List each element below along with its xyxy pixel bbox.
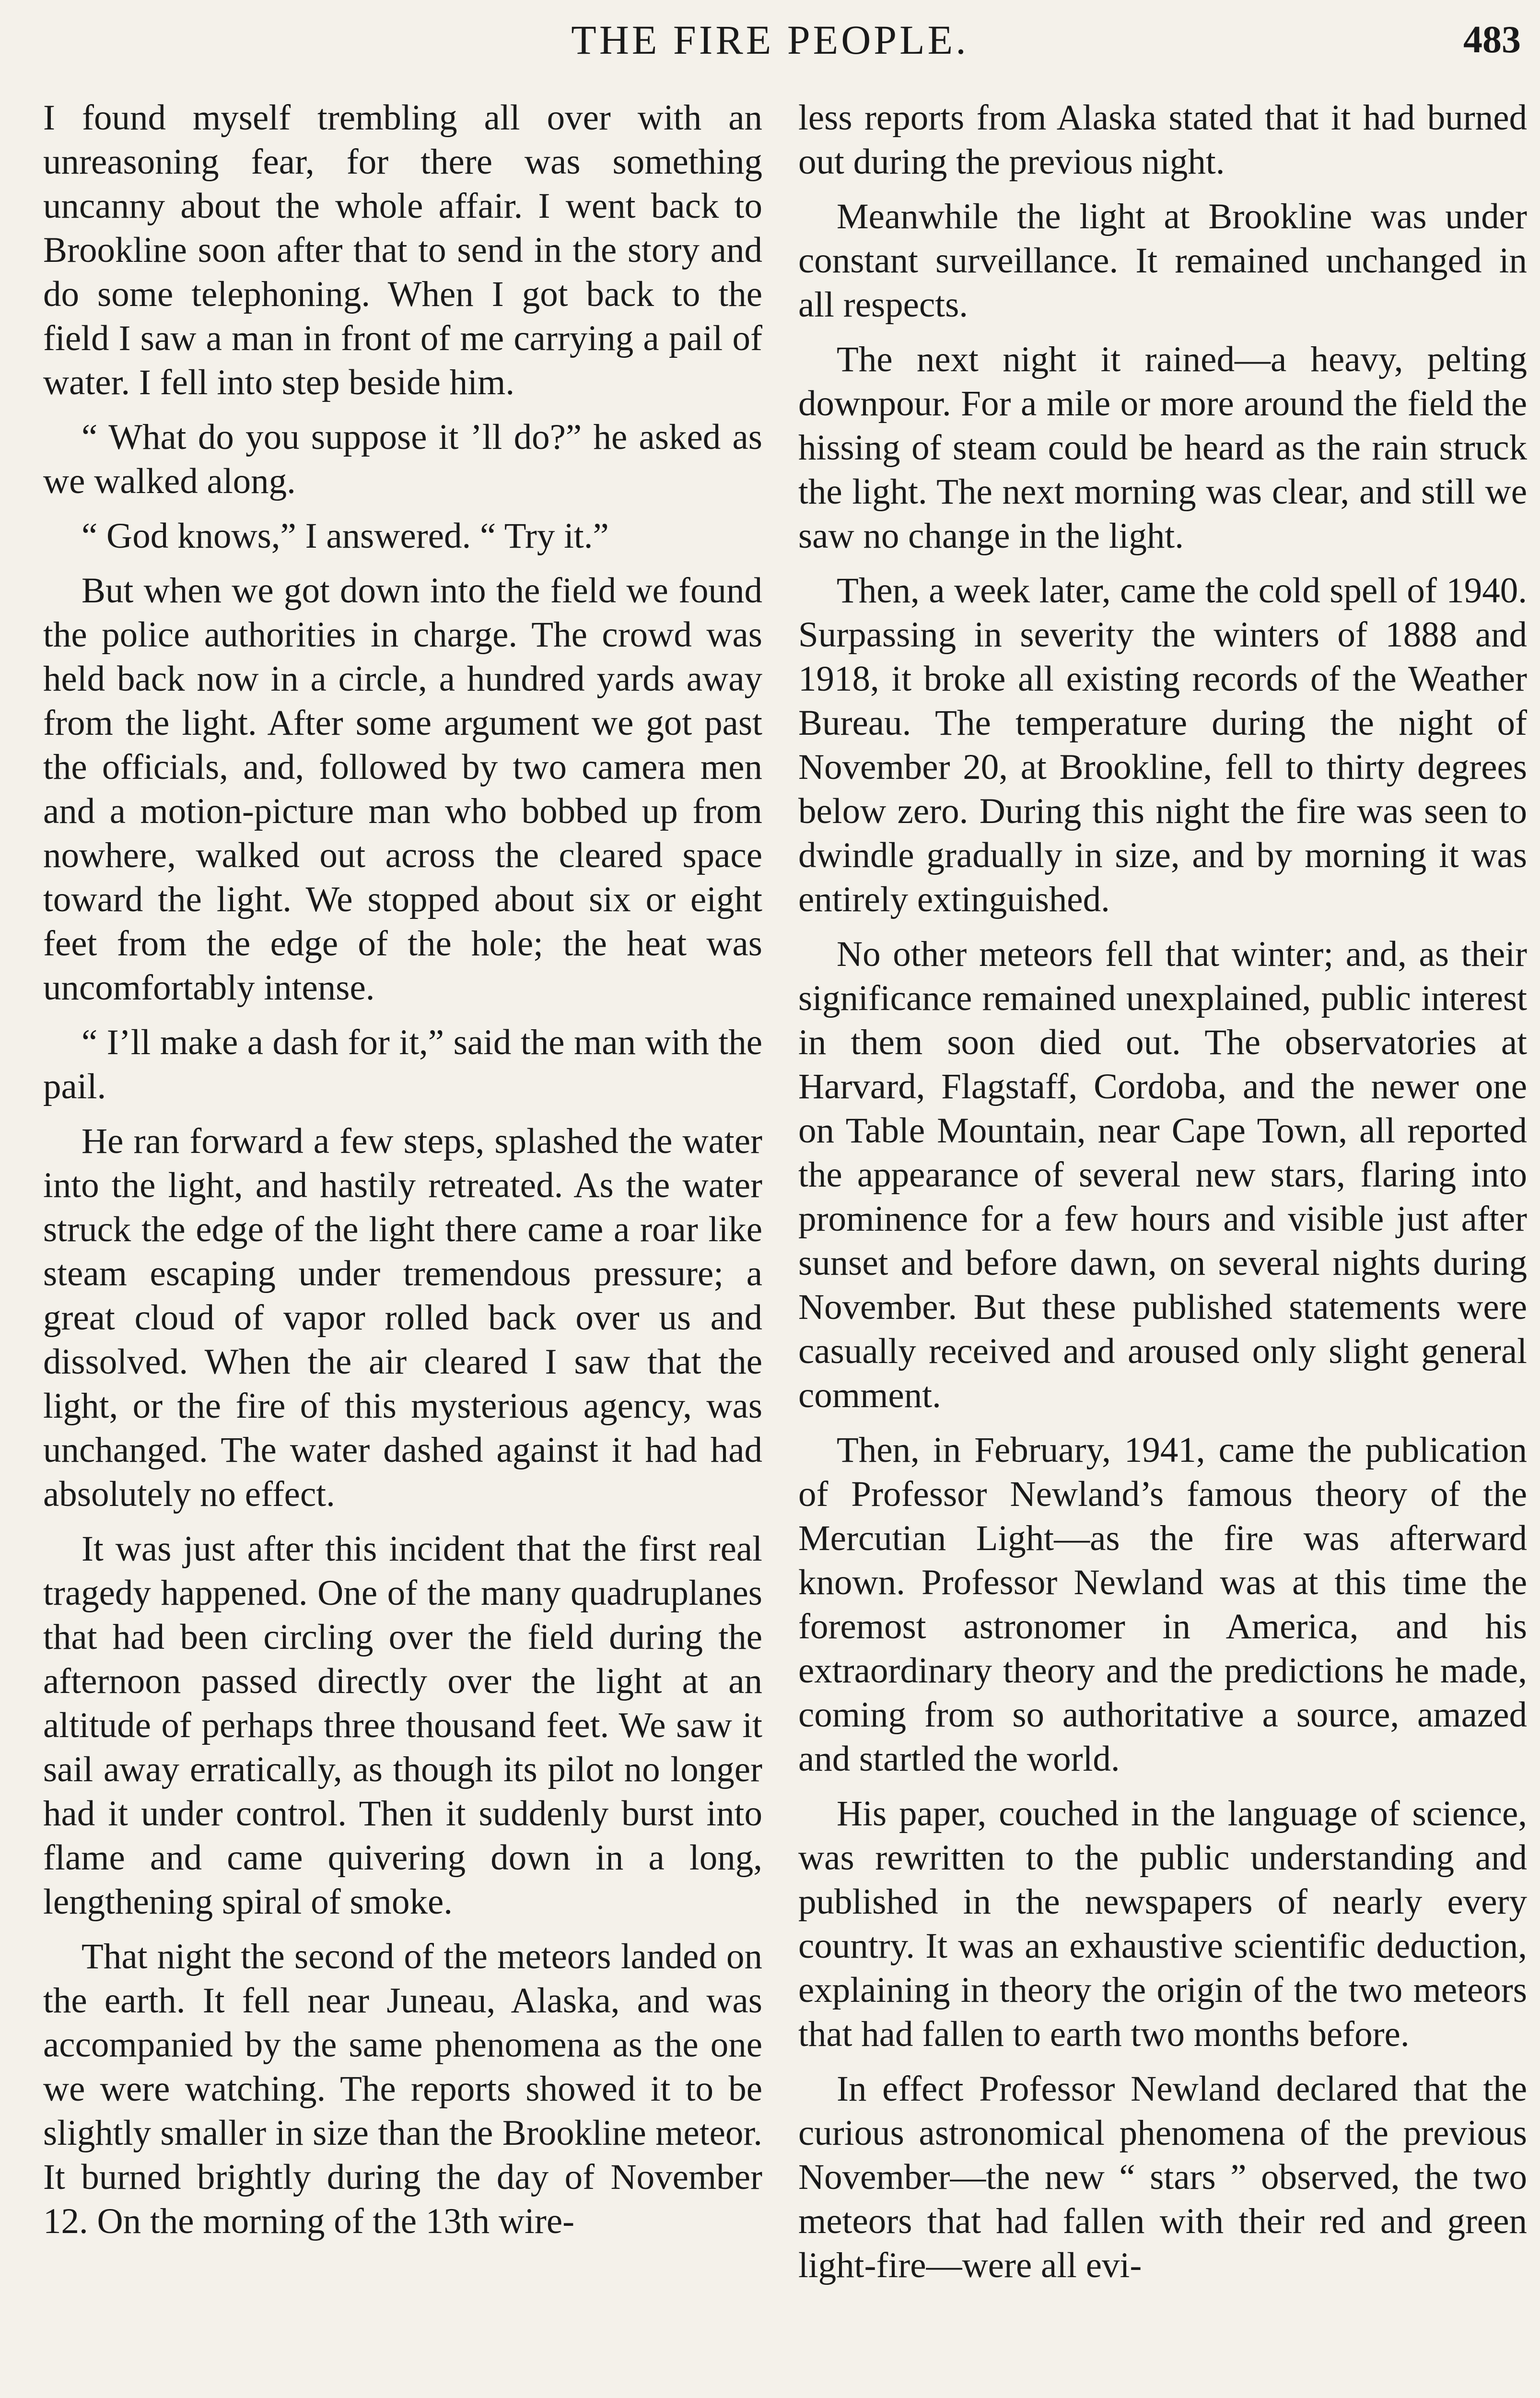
paragraph: Then, in February, 1941, came the publication of Professor Newland’s famous theory of the Mercutian Light—as the fire was afterward known. Professor Newland was at this time the foremost astronomer in America, and his extraordinary theory and the predictions he made, coming from so authoritative a source, amazed and startled the world. — [798, 1430, 1527, 1779]
paragraph: It was just after this incident that the first real tragedy happened. One of the many quadruplanes that had been circling over the field during the afternoon passed directly over the light at an altitude of perhaps three thousand feet. We saw it sail away erratically, as though its pilot no longer had it under control. Then it suddenly burst into flame and came quivering down in a long, lengthening spiral of smoke. — [43, 1529, 762, 1922]
paragraph: But when we got down into the field we found the police authorities in charge. The crowd was held back now in a circle, a hundred yards away from the light. After some argument we got past the officials, and, followed by two camera men and a motion-picture man who bobbed up from nowhere, walked out across the cleared space toward the light. We stopped about six or eight feet from the edge of the hole; the heat was uncomfortably intense. — [43, 571, 762, 1008]
page-number: 483 — [1463, 19, 1521, 61]
paragraph: The next night it rained—a heavy, pelting downpour. For a mile or more around the field the hissing of steam could be heard as the rain struck the light. The next morning was clear, and still we saw no change in the light. — [798, 340, 1527, 556]
paragraph: “ God knows,” I answered. “ Try it.” — [82, 516, 609, 556]
right-column — [798, 96, 1527, 2298]
paragraph: No other meteors fell that winter; and, as their significance remained unexplained, public interest in them soon died out. The observatories at Harvard, Flagstaff, Cordoba, and the newer one on Table Mountain, near Cape Town, all reported the appearance of several new stars, flaring into prominence for a few hours and visible just after sunset and before dawn, on several nights during November. But these published statements were casually received and aroused only slight general comment. — [798, 934, 1527, 1415]
paragraph: That night the second of the meteors landed on the earth. It fell near Juneau, Alaska, and was accompanied by the same phenomena as the one we were watching. The reports showed it to be slightly smaller in size than the Brookline meteor. It burned brightly during the day of November 12. On the morning of the 13th wire- — [43, 1937, 762, 2241]
paragraph: Then, a week later, came the cold spell of 1940. Surpassing in severity the winters of 1888 and 1918, it broke all existing records of the Weather Bureau. The temperature during the night of November 20, at Brookline, fell to thirty degrees below zero. During this night the fire was seen to dwindle gradually in size, and by morning it was entirely extinguished. — [798, 571, 1527, 919]
paragraph: “ I’ll make a dash for it,” said the man with the pail. — [43, 1023, 762, 1106]
paragraph: He ran forward a few steps, splashed the water into the light, and hastily retreated. As the water struck the edge of the light there came a roar like steam escaping under tremendous pressure; a great cloud of vapor rolled back over us and dissolved. When the air cleared I saw that the light, or the fire of this mysterious agency, was unchanged. The water dashed against it had had absolutely no effect. — [43, 1121, 762, 1514]
paragraph: Meanwhile the light at Brookline was under constant surveillance. It remained unchanged in all respects. — [798, 197, 1527, 325]
paragraph: “ What do you suppose it ’ll do?” he asked as we walked along. — [43, 417, 762, 501]
paragraph: I found myself trembling all over with an unreasoning fear, for there was something uncanny about the whole affair. I went back to Brookline soon after that to send in the story and do some telephoning. When I got back to the field I saw a man in front of me carrying a pail of water. I fell into step beside him. — [43, 98, 762, 402]
paragraph: less reports from Alaska stated that it had burned out during the previous night. — [798, 98, 1527, 182]
paragraph: In effect Professor Newland declared that the curious astronomical phenomena of the previous November—the new “ stars ” observed, the two meteors that had fallen with their red and green light-fire—were all evi- — [798, 2069, 1527, 2285]
running-title: THE FIRE PEOPLE. — [571, 17, 969, 63]
left-column — [43, 96, 762, 2254]
page-header — [0, 13, 1540, 66]
paragraph: His paper, couched in the language of science, was rewritten to the public understanding and published in the newspapers of nearly every country. It was an exhaustive scientific deduction, explaining in theory the origin of the two meteors that had fallen to earth two months before. — [798, 1794, 1527, 2054]
